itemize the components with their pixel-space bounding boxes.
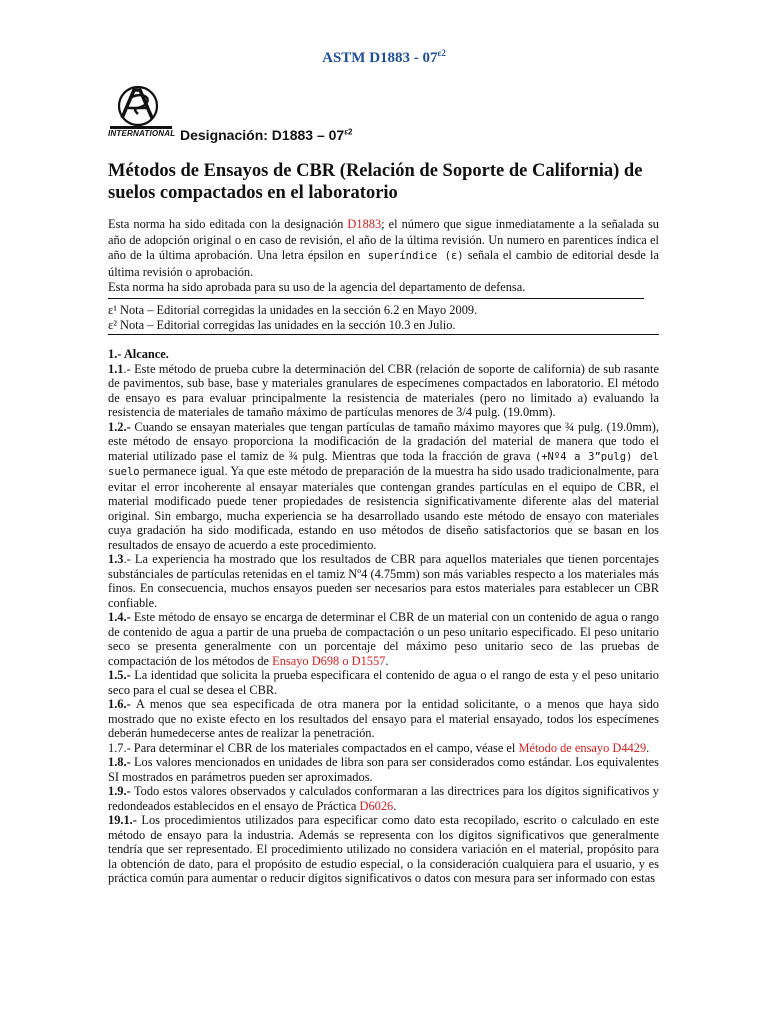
paragraph-text: Todo estos valores observados y calculados conformaran a las directrices para los dígitos significativos y redondeados establecidos en el ensayo de Práctica: [108, 784, 659, 813]
astm-logo-icon: [108, 84, 174, 142]
paragraph-text: Este método de ensayo se encarga de determinar el CBR de un material con un contenido de agua o rango de contenido de agua a partir de una prueba de compactación o un peso unitario especificado. El peso unitario seco se presenta generalmente con un porcentaje del máximo peso unitario seco de las pruebas de compactación de los métodos de: [108, 610, 659, 668]
paragraph-1-4: [108, 610, 659, 668]
note-text: – Editorial corregidas la unidades en la sección 6.2 en Mayo 2009.: [144, 303, 478, 317]
paragraph-number: 1.9.-: [108, 784, 131, 798]
divider-line: [108, 298, 644, 299]
paragraph-number: 1.4.-: [108, 610, 131, 624]
section-heading: 1.- Alcance.: [108, 347, 169, 361]
intro-text-cont: ; el número que sigue inmediatamente a la señalada su año de adopción original o en caso de revisión, el año de la última revisión. Un numero en parentices índica el año de la última aprobación. Una letra épsilon: [108, 217, 659, 262]
paragraph-text: Los valores mencionados en unidades de libra son para ser considerados como estándar. Los equivalentes SI mostrados en parámetros pueden ser aproximados.: [108, 755, 659, 784]
paragraph-mono-text: (+Nº4 a 3”pulg) del suelo: [108, 450, 659, 478]
intro-paragraph: [108, 217, 659, 280]
paragraph-text: .- Este método de prueba cubre la determinación del CBR (relación de soporte de california) de sub rasante de pavimentos, sub base, base y materiales granulares de especímenes compactados en laboratorio. El método de ensayo es para evaluar principalmente la resistencia de materiales (pero no limitado a) evaluando la resistencia de materiales de tamaño máximo de partículas menores de 3/4 pulg. (19.0mm).: [108, 361, 659, 419]
paragraph-1-3: [108, 552, 659, 610]
divider-line: [108, 334, 659, 335]
paragraph-1-9: [108, 784, 659, 813]
paragraph-text: Los procedimientos utilizados para especificar como dato esta recopilado, escrito o calculado en este método de ensayo para la industria. Además se representa con los dígitos significativos que generalmente tendría que ser representado. El procedimiento utilizado no considera variación en el material, propósito para la obtención de dato, para el propósito de estudio especial, o la consideración cualquiera para el usuario, y es práctica común para aumentar o reducir dígitos significativos o datos con mesura para ser informado con estas: [108, 813, 659, 885]
scope-section: [108, 347, 659, 886]
d698-d1557-link[interactable]: Ensayo D698 o D1557: [272, 653, 386, 668]
paragraph-text: A menos que sea especificada de otra manera por la entidad solicitante, o a menos que haya sido mostrado que no existe efecto en los resultados del ensayo para el material ensayado, todos los especímenes deberán humedecerse antes de realizar la penetración.: [108, 697, 659, 740]
paragraph-text: 1.7.- Para determinar el CBR de los materiales compactados en el campo, véase el: [108, 740, 519, 755]
intro-block: [108, 217, 659, 296]
logo-text: INTERNATIONAL: [108, 129, 176, 138]
paragraph-number: 1.5.-: [108, 668, 131, 682]
paragraph-text: .- La experiencia ha mostrado que los resultados de CBR para aquellos materiales que tienen porcentajes substánciales de partículas retenidas en el tamiz Nº4 (4.75mm) son más variables respecto a los materiales más finos. En consecuencia, muchos ensayos pueden ser necesarios para estos materiales para establecer un CBR confiable.: [108, 552, 659, 610]
paragraph-text: La identidad que solicita la prueba especificara el contenido de agua o el rango de esta y el peso unitario seco para el cual se desea el CBR.: [108, 668, 659, 697]
paragraph-1-7: [108, 741, 659, 756]
designation-text: Designación: D1883 – 07: [180, 127, 345, 143]
paragraph-1-8: [108, 755, 659, 784]
intro-mono-text: en superíndice (ε): [347, 250, 464, 262]
note-prefix: ε¹ Nota: [108, 303, 145, 317]
document-title: Métodos de Ensayos de CBR (Relación de Soporte de California) de suelos compactados en el laboratorio: [108, 161, 643, 203]
d4429-link[interactable]: Método de ensayo D4429: [518, 740, 647, 755]
intro-text: Esta norma ha sido editada con la designación: [108, 217, 348, 231]
paragraph-end: .: [393, 798, 397, 813]
paragraph-19-1: [108, 813, 659, 886]
paragraph-end: .: [646, 740, 650, 755]
paragraph-number: 19.1.-: [108, 813, 137, 827]
editorial-notes: [108, 303, 659, 333]
d1883-link[interactable]: D1883: [347, 217, 382, 231]
note-prefix: ε² Nota: [108, 318, 145, 332]
header-designation: ASTM D1883 - 07: [322, 50, 438, 66]
paragraph-1-5: [108, 668, 659, 697]
intro-text-end: señala el cambio de editorial desde la última revisión o aprobación.: [108, 248, 659, 279]
paragraph-end: .: [385, 653, 389, 668]
paragraph-number: 1.3: [108, 552, 124, 566]
note-text: – Editorial corregidas las unidades en la sección 10.3 en Julio.: [144, 318, 456, 332]
paragraph-text: Cuando se ensayan materiales que tengan partículas de tamaño máximo mayores que ¾ pulg. (19.0mm), este método de ensayo proporciona la modificación de la gradación del material de manera que todo el material utilizado pase el tamiz de ¾ pulg. Mientras que toda la fracción de grava: [108, 419, 659, 463]
document-header: [0, 48, 768, 67]
paragraph-1-2: [108, 420, 659, 553]
paragraph-number: 1.1: [108, 361, 124, 376]
designation-label: [180, 127, 352, 143]
d6026-link[interactable]: D6026: [359, 798, 394, 813]
paragraph-number: 1.8.-: [108, 755, 131, 769]
note-item: [108, 303, 659, 318]
paragraph-number: 1.6.-: [108, 697, 131, 711]
paragraph-1-6: [108, 697, 659, 741]
designation-superscript: ε2: [344, 127, 353, 137]
approval-paragraph: Esta norma ha sido aprobada para su uso de la agencia del departamento de defensa.: [108, 280, 526, 294]
paragraph-1-1: [108, 362, 659, 420]
note-item: [108, 318, 659, 333]
paragraph-text-cont: permanece igual. Ya que este método de preparación de la muestra ha sido usado tradicionalmente, para evitar el error incoherente al ensayar materiales que contengan grandes partículas en el equipo de CBR, el material modificado puede tener propiedades de resistencia significativamente diferente alas del material original. Sin embargo, mucha experiencia se ha desarrollado usando este método de ensayo con materiales cuya gradación ha sido modificada, estando en uso métodos de diseño satisfactorios que se basan en los resultados de ensayo de acuerdo a este procedimiento.: [108, 464, 659, 552]
paragraph-number: 1.2.-: [108, 419, 131, 434]
header-superscript: ε2: [437, 48, 446, 58]
